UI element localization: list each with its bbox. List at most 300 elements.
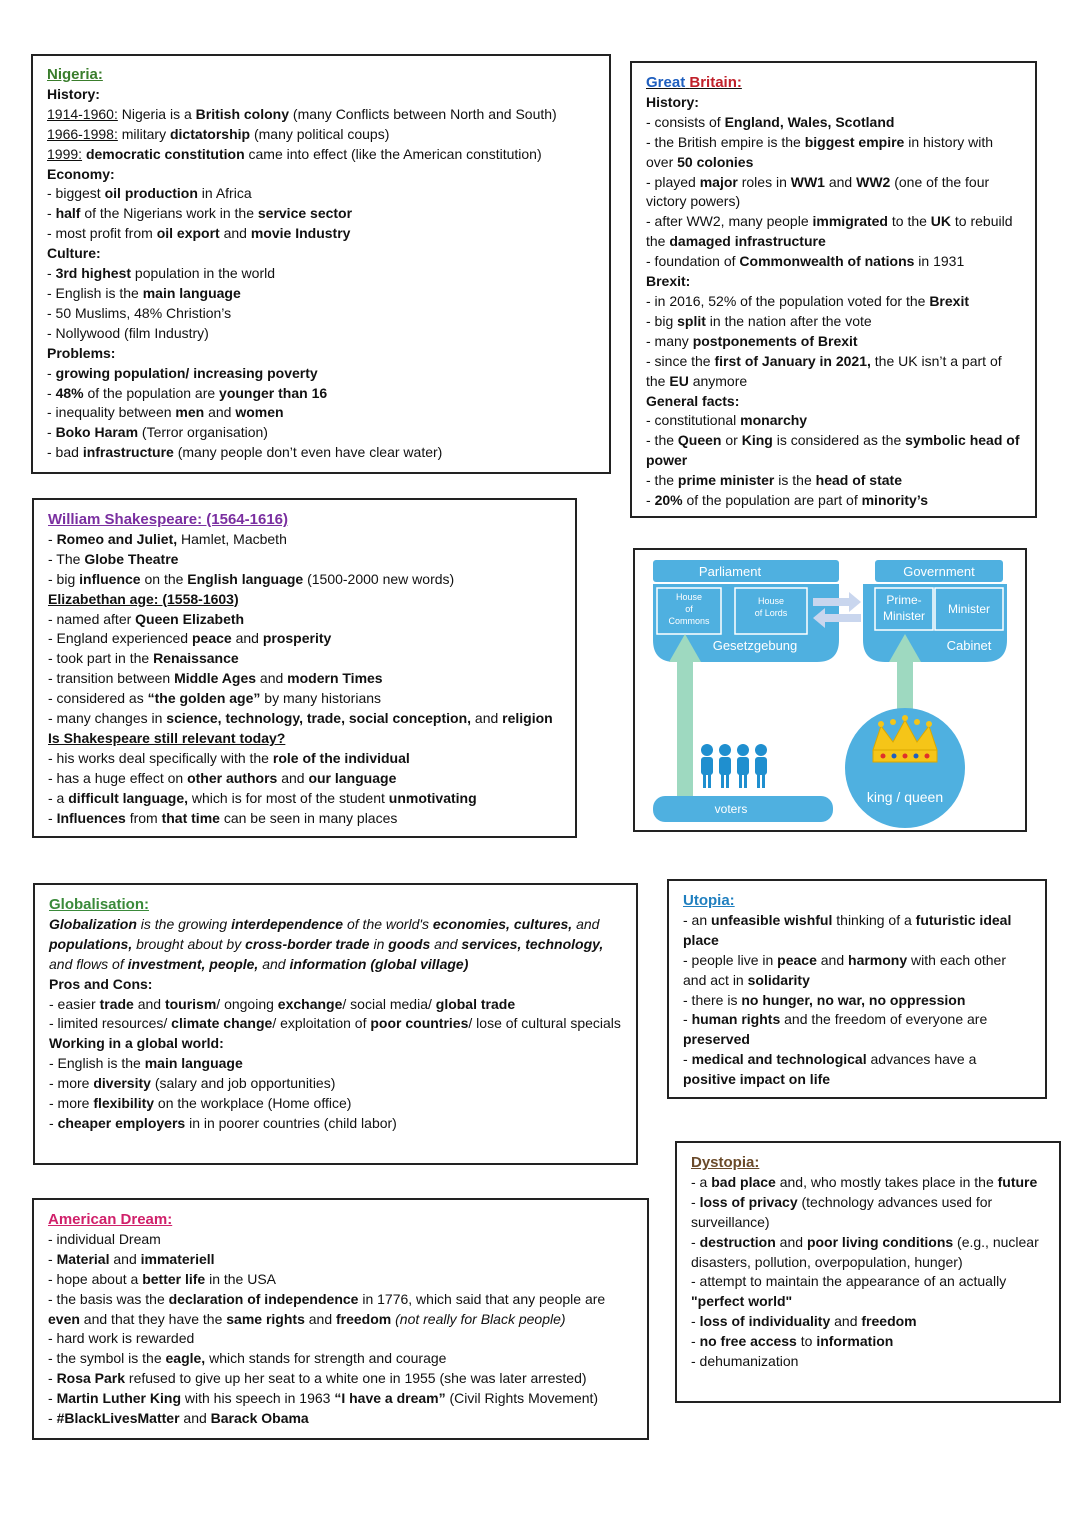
shakespeare-line bbox=[48, 530, 561, 550]
text-segment: service sector bbox=[257, 205, 353, 222]
text-segment: - a bbox=[691, 1173, 712, 1190]
text-segment: global trade bbox=[435, 995, 516, 1012]
text-segment: - constitutional bbox=[646, 412, 741, 429]
text-segment: even bbox=[48, 1310, 80, 1327]
text-segment: 1999: bbox=[47, 145, 83, 162]
utopia-line bbox=[683, 951, 1031, 991]
text-segment: - bad bbox=[47, 444, 83, 461]
text-segment: or bbox=[721, 432, 742, 449]
globalisation-line bbox=[49, 1114, 622, 1134]
text-segment: 20% bbox=[654, 492, 683, 509]
great-britain-line bbox=[646, 491, 1021, 511]
text-segment: unmotivating bbox=[388, 789, 477, 806]
shakespeare-line bbox=[48, 610, 561, 630]
text-segment: - has a huge effect on bbox=[48, 769, 188, 786]
great-britain-line bbox=[646, 431, 1021, 471]
globalisation-line bbox=[49, 995, 622, 1015]
text-segment: Globalization bbox=[49, 915, 137, 932]
text-segment: British colony bbox=[195, 105, 290, 122]
nigeria-line bbox=[47, 443, 595, 463]
dystopia-line bbox=[691, 1352, 1045, 1372]
text-segment: (not really for Black people) bbox=[395, 1310, 566, 1327]
text-segment: - more bbox=[49, 1075, 94, 1092]
text-segment: Barack Obama bbox=[210, 1410, 309, 1427]
text-segment: of the world's bbox=[343, 915, 433, 932]
text-segment: modern Times bbox=[287, 670, 383, 687]
utopia-line bbox=[683, 1050, 1031, 1090]
text-segment: in bbox=[369, 935, 389, 952]
text-segment: future bbox=[997, 1173, 1038, 1190]
text-segment: thinking of a bbox=[832, 911, 916, 928]
text-segment: advances have a bbox=[866, 1051, 977, 1068]
shakespeare-line bbox=[48, 809, 561, 829]
text-segment: freedom bbox=[861, 1313, 917, 1330]
text-segment: harmony bbox=[848, 951, 908, 968]
text-segment: Working in a global world: bbox=[49, 1035, 224, 1052]
text-segment: - bbox=[691, 1333, 700, 1350]
text-segment: cheaper employers bbox=[57, 1114, 186, 1131]
great-britain-line bbox=[646, 272, 1021, 292]
text-segment: (one of the four victory powers) bbox=[646, 173, 990, 210]
text-segment: Rosa Park bbox=[56, 1370, 126, 1387]
shakespeare-line bbox=[48, 550, 561, 570]
text-segment: - the bbox=[646, 472, 678, 489]
text-segment: - big bbox=[48, 570, 80, 587]
text-segment: information (global village) bbox=[289, 955, 469, 972]
text-segment: (Civil Rights Movement) bbox=[445, 1390, 599, 1407]
text-segment: English language bbox=[187, 570, 304, 587]
text-segment: prosperity bbox=[262, 630, 332, 647]
text-segment: trade bbox=[99, 995, 134, 1012]
text-segment: - bbox=[48, 1250, 57, 1267]
text-segment: main language bbox=[144, 1055, 243, 1072]
text-segment: tourism bbox=[164, 995, 217, 1012]
text-segment: preserved bbox=[683, 1031, 750, 1048]
nigeria-line bbox=[47, 85, 595, 105]
text-segment: “the golden age” bbox=[147, 690, 261, 707]
text-segment: History: bbox=[646, 93, 699, 110]
shakespeare-line bbox=[48, 749, 561, 769]
text-segment: major bbox=[699, 173, 738, 190]
prime-minister-line2: Minister bbox=[882, 609, 926, 623]
text-segment: (many political coups) bbox=[250, 125, 390, 142]
text-segment: science, technology, trade, social conception, bbox=[166, 710, 472, 727]
nigeria-line bbox=[47, 364, 595, 384]
globalisation-line bbox=[49, 1074, 622, 1094]
text-segment: - hard work is rewarded bbox=[48, 1330, 195, 1347]
text-segment: - easier bbox=[49, 995, 100, 1012]
text-segment: / social media/ bbox=[342, 995, 436, 1012]
text-segment: brought about by bbox=[132, 935, 246, 952]
text-segment: - there is bbox=[683, 991, 742, 1008]
globalisation-line bbox=[49, 975, 622, 995]
nigeria-line bbox=[47, 403, 595, 423]
voters-arrow-shaft bbox=[677, 658, 693, 796]
text-segment: - bbox=[47, 364, 56, 381]
text-segment: in history with over bbox=[646, 133, 994, 170]
shakespeare-line bbox=[48, 629, 561, 649]
globalisation-line bbox=[49, 915, 622, 975]
text-segment: - a bbox=[48, 789, 69, 806]
text-segment: roles in bbox=[737, 173, 791, 190]
text-segment: men bbox=[175, 404, 205, 421]
text-segment: - bbox=[48, 809, 57, 826]
text-segment: - many bbox=[646, 332, 693, 349]
text-segment: positive impact on life bbox=[683, 1071, 831, 1088]
utopia-title: Utopia: bbox=[683, 892, 735, 909]
text-segment: - hope about a bbox=[48, 1270, 143, 1287]
text-segment: Is Shakespeare still relevant today? bbox=[48, 729, 286, 746]
great-britain-line bbox=[646, 133, 1021, 173]
text-segment: biggest empire bbox=[804, 133, 905, 150]
great-britain-lines bbox=[646, 93, 1021, 511]
text-segment: and bbox=[572, 915, 600, 932]
text-segment: from bbox=[125, 809, 162, 826]
text-segment: in the nation after the vote bbox=[705, 312, 872, 329]
text-segment: “I have a dream” bbox=[334, 1390, 446, 1407]
great-britain-line bbox=[646, 113, 1021, 133]
crown-arrow-shaft bbox=[897, 658, 913, 710]
text-segment: Material bbox=[56, 1250, 110, 1267]
text-segment: other authors bbox=[187, 769, 278, 786]
text-segment: minority’s bbox=[861, 492, 928, 509]
text-segment: Culture: bbox=[47, 245, 101, 262]
text-segment: growing population/ increasing poverty bbox=[55, 364, 318, 381]
text-segment: Globe Theatre bbox=[84, 550, 179, 567]
text-segment: History: bbox=[47, 85, 100, 102]
text-segment: freedom bbox=[336, 1310, 392, 1327]
text-segment: climate change bbox=[171, 1015, 273, 1032]
text-segment: Queen bbox=[677, 432, 722, 449]
nigeria-line bbox=[47, 204, 595, 224]
globalisation-line bbox=[49, 1094, 622, 1114]
text-segment: and bbox=[471, 710, 503, 727]
american-dream-line bbox=[48, 1329, 633, 1349]
text-segment: / ongoing bbox=[216, 995, 278, 1012]
text-segment: damaged infrastructure bbox=[669, 233, 826, 250]
american-dream-line bbox=[48, 1270, 633, 1290]
nigeria-line bbox=[47, 304, 595, 324]
text-segment: - took part in the bbox=[48, 650, 154, 667]
shakespeare-line bbox=[48, 669, 561, 689]
text-segment: and bbox=[277, 769, 309, 786]
nigeria-line bbox=[47, 284, 595, 304]
minister-label: Minister bbox=[947, 602, 991, 616]
crown-icon bbox=[873, 715, 937, 762]
text-segment: influence bbox=[79, 570, 141, 587]
text-segment: (1500-2000 new words) bbox=[303, 570, 455, 587]
shakespeare-line bbox=[48, 729, 561, 749]
nigeria-line bbox=[47, 145, 595, 165]
text-segment: which stands for strength and courage bbox=[205, 1350, 447, 1367]
text-segment: (technology advances used for surveillance) bbox=[691, 1193, 993, 1230]
great-britain-line bbox=[646, 392, 1021, 412]
nigeria-lines bbox=[47, 85, 595, 463]
text-segment: - since the bbox=[646, 352, 715, 369]
text-segment: and bbox=[179, 1410, 211, 1427]
utopia-line bbox=[683, 911, 1031, 951]
text-segment: can be seen in many places bbox=[219, 809, 398, 826]
text-segment: diversity bbox=[93, 1075, 151, 1092]
american-dream-line bbox=[48, 1349, 633, 1369]
great-britain-title-part2: Britain: bbox=[689, 74, 742, 91]
text-segment: and bbox=[830, 1313, 862, 1330]
dystopia-box bbox=[675, 1141, 1061, 1403]
american-dream-line bbox=[48, 1369, 633, 1389]
text-segment: - the bbox=[646, 432, 678, 449]
text-segment: anymore bbox=[688, 372, 748, 389]
text-segment: - bbox=[48, 530, 57, 547]
government-label: Government bbox=[903, 564, 975, 579]
text-segment: (e.g., nuclear disasters, pollution, overpopulation, hunger) bbox=[691, 1233, 1039, 1270]
text-segment: no free access bbox=[699, 1333, 797, 1350]
text-segment: and bbox=[256, 670, 288, 687]
text-segment: (many people don’t even have clear water) bbox=[173, 444, 443, 461]
text-segment: exchange bbox=[277, 995, 343, 1012]
globalisation-box bbox=[33, 883, 638, 1165]
great-britain-line bbox=[646, 212, 1021, 252]
great-britain-line bbox=[646, 312, 1021, 332]
text-segment: - bbox=[48, 1410, 57, 1427]
text-segment: King bbox=[741, 432, 773, 449]
text-segment: - The bbox=[48, 550, 85, 567]
text-segment: - England experienced bbox=[48, 630, 192, 647]
text-segment: - inequality between bbox=[47, 404, 176, 421]
dystopia-line bbox=[691, 1312, 1045, 1332]
text-segment: of the population are part of bbox=[682, 492, 862, 509]
text-segment: - people live in bbox=[683, 951, 778, 968]
text-segment: Elizabethan age: (1558-1603) bbox=[48, 590, 239, 607]
text-segment: "perfect world" bbox=[691, 1293, 793, 1310]
text-segment: - played bbox=[646, 173, 700, 190]
text-segment: Brexit bbox=[929, 292, 969, 309]
text-segment: and bbox=[231, 630, 263, 647]
shakespeare-line bbox=[48, 570, 561, 590]
text-segment: WW2 bbox=[856, 173, 891, 190]
text-segment: movie Industry bbox=[250, 225, 351, 242]
text-segment: by many historians bbox=[260, 690, 382, 707]
text-segment: / exploitation of bbox=[272, 1015, 371, 1032]
great-britain-title-part1: Great bbox=[646, 74, 686, 91]
utopia-lines bbox=[683, 911, 1031, 1090]
text-segment: destruction bbox=[699, 1233, 776, 1250]
text-segment: economies, cultures, bbox=[432, 915, 573, 932]
dystopia-lines bbox=[691, 1173, 1045, 1372]
text-segment: in in poorer countries (child labor) bbox=[185, 1114, 397, 1131]
text-segment: - bbox=[683, 1011, 692, 1028]
text-segment: - most profit from bbox=[47, 225, 157, 242]
american-dream-line bbox=[48, 1290, 633, 1330]
text-segment: 3rd highest bbox=[55, 265, 132, 282]
nigeria-box bbox=[31, 54, 611, 474]
text-segment: investment, people, bbox=[127, 955, 259, 972]
text-segment: interdependence bbox=[231, 915, 344, 932]
text-segment: bad place bbox=[711, 1173, 776, 1190]
shakespeare-line bbox=[48, 590, 561, 610]
text-segment: of the population are bbox=[83, 384, 220, 401]
text-segment: cross-border trade bbox=[245, 935, 370, 952]
cabinet-label: Cabinet bbox=[946, 638, 992, 653]
text-segment: and bbox=[775, 1233, 807, 1250]
text-segment: in 1776, which said that any people are bbox=[358, 1290, 606, 1307]
shakespeare-line bbox=[48, 709, 561, 729]
text-segment: and bbox=[258, 955, 290, 972]
text-segment: with his speech in 1963 bbox=[181, 1390, 335, 1407]
text-segment: Martin Luther King bbox=[56, 1390, 181, 1407]
shakespeare-line bbox=[48, 789, 561, 809]
text-segment: and bbox=[430, 935, 462, 952]
text-segment: - bbox=[48, 1370, 57, 1387]
text-segment: - English is the bbox=[47, 284, 143, 301]
text-segment: no hunger, no war, no oppression bbox=[741, 991, 966, 1008]
text-segment: and that they have the bbox=[79, 1310, 227, 1327]
text-segment: population in the world bbox=[131, 265, 276, 282]
text-segment: - bbox=[47, 424, 56, 441]
text-segment: peace bbox=[192, 630, 232, 647]
great-britain-title bbox=[646, 73, 1021, 93]
text-segment: - bbox=[646, 492, 655, 509]
text-segment: and bbox=[824, 173, 857, 190]
text-segment: Commonwealth of nations bbox=[739, 253, 915, 270]
nigeria-line bbox=[47, 105, 595, 125]
utopia-line bbox=[683, 1010, 1031, 1050]
great-britain-line bbox=[646, 411, 1021, 431]
text-segment: - Nollywood (film Industry) bbox=[47, 324, 209, 341]
text-segment: in 1931 bbox=[914, 253, 965, 270]
text-segment: the UK isn’t a part of the bbox=[646, 352, 1002, 389]
text-segment: EU bbox=[669, 372, 689, 389]
house-lords-line2: of Lords bbox=[754, 608, 788, 618]
text-segment: better life bbox=[142, 1270, 206, 1287]
gesetzgebung-label: Gesetzgebung bbox=[712, 638, 798, 653]
text-segment: religion bbox=[502, 710, 553, 727]
text-segment: immigrated bbox=[812, 213, 888, 230]
globalisation-line bbox=[49, 1034, 622, 1054]
text-segment: Nigeria is a bbox=[117, 105, 196, 122]
text-segment: - bbox=[47, 205, 56, 222]
text-segment: symbolic head of power bbox=[646, 432, 1020, 469]
text-segment: postponements of Brexit bbox=[692, 332, 858, 349]
dystopia-title: Dystopia: bbox=[691, 1154, 760, 1171]
nigeria-line bbox=[47, 384, 595, 404]
great-britain-line bbox=[646, 173, 1021, 213]
text-segment: and bbox=[219, 225, 251, 242]
text-segment: dictatorship bbox=[169, 125, 251, 142]
house-commons-line1: House bbox=[675, 592, 703, 602]
text-segment: General facts: bbox=[646, 392, 740, 409]
text-segment: - big bbox=[646, 312, 678, 329]
text-segment: poor living conditions bbox=[806, 1233, 954, 1250]
text-segment: solidarity bbox=[747, 971, 810, 988]
uk-political-system-diagram bbox=[633, 548, 1027, 832]
text-segment: eagle, bbox=[165, 1350, 206, 1367]
great-britain-line bbox=[646, 252, 1021, 272]
shakespeare-title: William Shakespeare: (1564-1616) bbox=[48, 511, 288, 528]
text-segment: - bbox=[47, 384, 56, 401]
text-segment: - bbox=[47, 265, 56, 282]
prime-minister-line1: Prime- bbox=[886, 593, 922, 607]
text-segment: / lose of cultural specials bbox=[468, 1015, 621, 1032]
text-segment: refused to give up her seat to a white one in 1955 (she was later arrested) bbox=[125, 1370, 587, 1387]
text-segment: and bbox=[816, 951, 849, 968]
text-segment: to the bbox=[887, 213, 931, 230]
text-segment: immateriell bbox=[140, 1250, 215, 1267]
text-segment: role of the individual bbox=[272, 749, 410, 766]
text-segment: - individual Dream bbox=[48, 1230, 161, 1247]
text-segment: is the growing bbox=[136, 915, 232, 932]
text-segment: and bbox=[133, 995, 165, 1012]
dystopia-line bbox=[691, 1272, 1045, 1312]
text-segment: Influences bbox=[56, 809, 126, 826]
dystopia-line bbox=[691, 1233, 1045, 1273]
text-segment: - English is the bbox=[49, 1055, 145, 1072]
american-dream-lines bbox=[48, 1230, 633, 1429]
text-segment: unfeasible wishful bbox=[711, 911, 833, 928]
text-segment: - the symbol is the bbox=[48, 1350, 166, 1367]
king-queen-label: king / queen bbox=[866, 789, 944, 805]
nigeria-line bbox=[47, 165, 595, 185]
text-segment: head of state bbox=[815, 472, 902, 489]
text-segment: 50 colonies bbox=[677, 153, 754, 170]
parliament-label: Parliament bbox=[698, 564, 762, 579]
text-segment: Romeo and Juliet, bbox=[56, 530, 178, 547]
text-segment: half bbox=[55, 205, 81, 222]
american-dream-line bbox=[48, 1250, 633, 1270]
text-segment: flexibility bbox=[93, 1095, 155, 1112]
text-segment: - limited resources/ bbox=[49, 1015, 172, 1032]
text-segment: to bbox=[796, 1333, 817, 1350]
text-segment: medical and technological bbox=[691, 1051, 867, 1068]
shakespeare-lines bbox=[48, 530, 561, 829]
american-dream-title: American Dream: bbox=[48, 1211, 173, 1228]
nigeria-line bbox=[47, 264, 595, 284]
shakespeare-line bbox=[48, 689, 561, 709]
text-segment: oil export bbox=[156, 225, 220, 242]
text-segment: and bbox=[304, 1310, 336, 1327]
text-segment: in the USA bbox=[205, 1270, 277, 1287]
text-segment: monarchy bbox=[740, 412, 808, 429]
text-segment: infrastructure bbox=[82, 444, 174, 461]
text-segment: poor countries bbox=[370, 1015, 469, 1032]
text-segment: declaration of independence bbox=[168, 1290, 359, 1307]
text-segment: - named after bbox=[48, 610, 136, 627]
text-segment: and bbox=[204, 404, 236, 421]
text-segment: - 50 Muslims, 48% Christion’s bbox=[47, 304, 232, 321]
nigeria-line bbox=[47, 324, 595, 344]
great-britain-box bbox=[630, 61, 1037, 518]
text-segment: 1966-1998: bbox=[47, 125, 118, 142]
utopia-line bbox=[683, 991, 1031, 1011]
text-segment: women bbox=[235, 404, 284, 421]
text-segment: with each other and act in bbox=[683, 951, 1006, 988]
text-segment: - bbox=[683, 1051, 692, 1068]
text-segment: - attempt to maintain the appearance of an actually bbox=[691, 1273, 1007, 1290]
text-segment: in Africa bbox=[197, 185, 252, 202]
text-segment: - bbox=[691, 1233, 700, 1250]
text-segment: Economy: bbox=[47, 165, 115, 182]
text-segment: information bbox=[816, 1333, 894, 1350]
text-segment: - after WW2, many people bbox=[646, 213, 813, 230]
great-britain-line bbox=[646, 352, 1021, 392]
text-segment: Problems: bbox=[47, 344, 116, 361]
great-britain-line bbox=[646, 292, 1021, 312]
text-segment: Renaissance bbox=[153, 650, 239, 667]
text-segment: prime minister bbox=[677, 472, 775, 489]
text-segment: Middle Ages bbox=[174, 670, 257, 687]
text-segment: on the workplace (Home office) bbox=[154, 1095, 352, 1112]
voters-label: voters bbox=[714, 802, 748, 816]
text-segment: - his works deal specifically with the bbox=[48, 749, 273, 766]
